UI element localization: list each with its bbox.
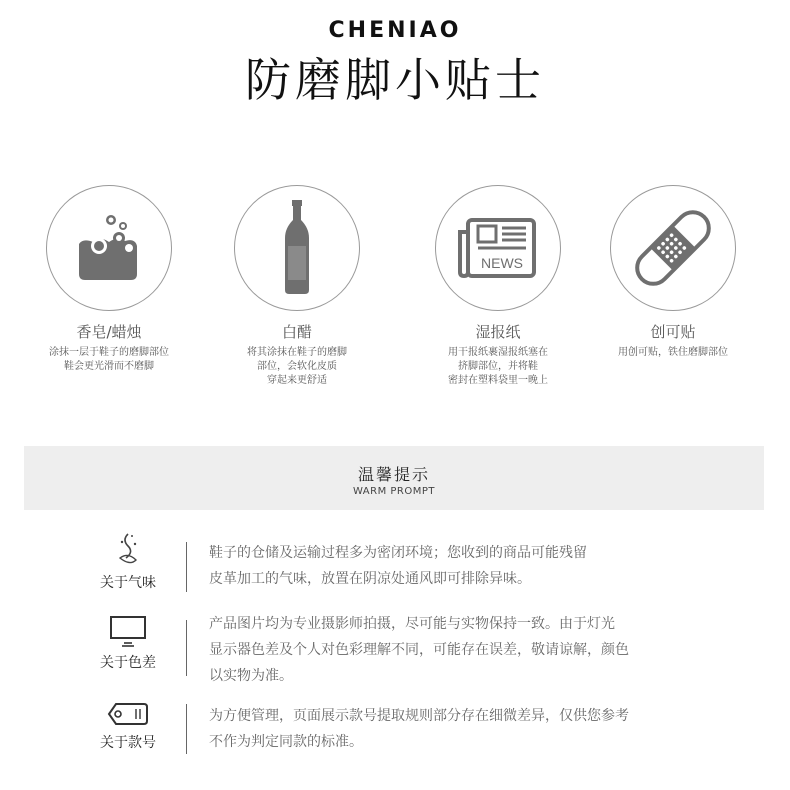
note-color bbox=[0, 614, 790, 694]
tip-soap bbox=[19, 185, 199, 374]
soap-icon bbox=[46, 185, 172, 311]
divider bbox=[186, 704, 187, 754]
monitor-icon bbox=[108, 614, 148, 648]
note-text: 鞋子的仓储及运输过程多为密闭环境；您收到的商品可能残留 皮革加工的气味，放置在阴凉处通风即可排除异味。 bbox=[209, 545, 587, 587]
tip-name: 湿报纸 bbox=[475, 323, 521, 341]
banner-title: 温馨提示 bbox=[357, 465, 430, 484]
tag-icon bbox=[106, 700, 150, 728]
tip-name: 白醋 bbox=[281, 323, 312, 341]
divider bbox=[186, 620, 187, 676]
banner-subtitle: WARM PROMPT bbox=[352, 486, 436, 497]
newspaper-icon bbox=[435, 185, 561, 311]
brand-logo: CHENIAO bbox=[328, 18, 462, 43]
note-label: 关于色差 bbox=[100, 655, 156, 671]
tip-name: 创可贴 bbox=[650, 323, 696, 341]
tip-desc: 用创可贴，铁住磨脚部位 bbox=[618, 347, 728, 358]
note-style-number bbox=[0, 700, 790, 780]
warm-prompt-banner bbox=[24, 446, 764, 510]
divider bbox=[186, 542, 187, 592]
tip-desc: 涂抹一层于鞋子的磨脚部位 鞋会更光滑而不磨脚 bbox=[49, 347, 169, 372]
tip-desc: 将其涂抹在鞋子的磨脚 部位，会软化皮质 穿起来更舒适 bbox=[247, 347, 347, 386]
note-text: 为方便管理，页面展示款号提取规则部分存在细微差异，仅供您参考 不作为判定同款的标准。 bbox=[209, 708, 629, 750]
tip-vinegar bbox=[207, 185, 387, 388]
note-text: 产品图片均为专业摄影师拍摄，尽可能与实物保持一致。由于灯光 显示器色差及个人对色彩理解不同，可能存在误差，敬请谅解，颜色 以实物为准。 bbox=[209, 616, 629, 684]
vinegar-bottle-icon bbox=[234, 185, 360, 311]
tip-newspaper bbox=[408, 185, 588, 388]
page-title: 防磨脚小贴士 bbox=[245, 53, 545, 107]
newspaper-word: NEWS bbox=[481, 255, 523, 271]
odor-icon bbox=[108, 530, 148, 568]
tip-desc: 用干报纸裹湿报纸塞在 挤脚部位，并将鞋 密封在塑料袋里一晚上 bbox=[448, 347, 548, 386]
tip-name: 香皂/蜡烛 bbox=[76, 323, 142, 341]
tip-bandage bbox=[583, 185, 763, 360]
bandage-icon bbox=[610, 185, 736, 311]
note-label: 关于气味 bbox=[100, 575, 156, 591]
note-odor bbox=[0, 530, 790, 610]
note-label: 关于款号 bbox=[100, 735, 156, 751]
tips-row bbox=[0, 185, 790, 405]
